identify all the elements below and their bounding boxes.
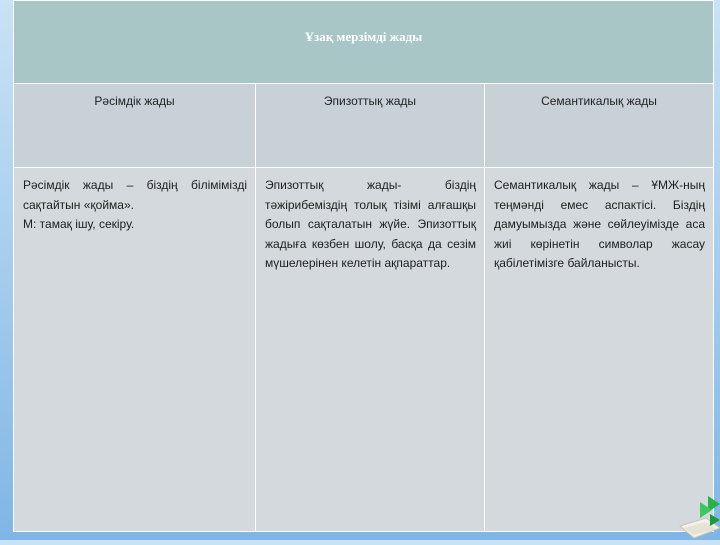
table-title-cell xyxy=(14,1,714,84)
content-row xyxy=(14,168,714,532)
table-title: Ұзақ мерзімді жады xyxy=(304,29,423,44)
header-row xyxy=(14,84,714,168)
title-row xyxy=(14,1,714,84)
cell-procedural xyxy=(14,168,256,532)
cell-semantic xyxy=(485,168,714,532)
next-slide-arrow-icon[interactable] xyxy=(676,492,720,540)
memory-types-table xyxy=(13,0,714,532)
cell-episodic xyxy=(256,168,485,532)
procedural-description: Рәсімдік жады – біздің білімімізді сақтайтын «қойма». xyxy=(23,178,247,212)
header-cell-procedural xyxy=(14,84,256,168)
header-procedural: Рәсімдік жады xyxy=(94,94,175,108)
header-semantic: Семантикалық жады xyxy=(541,94,657,108)
header-episodic: Эпизоттық жады xyxy=(323,94,417,108)
header-cell-semantic xyxy=(485,84,714,168)
semantic-description: Семантикалық жады – ҰМЖ-ның теңмәнді емес аспактісі. Біздің дамуымызда және сөйлеуімізде аса жиі көрінетін символар жасау қабілетімізге байланысты. xyxy=(494,178,706,270)
header-cell-episodic xyxy=(256,84,485,168)
episodic-description: Эпизоттық жады- біздің тәжірибеміздің толық тізімі алғашқы болып сақталатын жүйе. Эпизоттық жадыға көзбен шолу, басқа да сезім мүшелерінен келетін ақпараттар. xyxy=(265,178,476,270)
procedural-example: М: тамақ ішу, секіру. xyxy=(23,217,135,231)
